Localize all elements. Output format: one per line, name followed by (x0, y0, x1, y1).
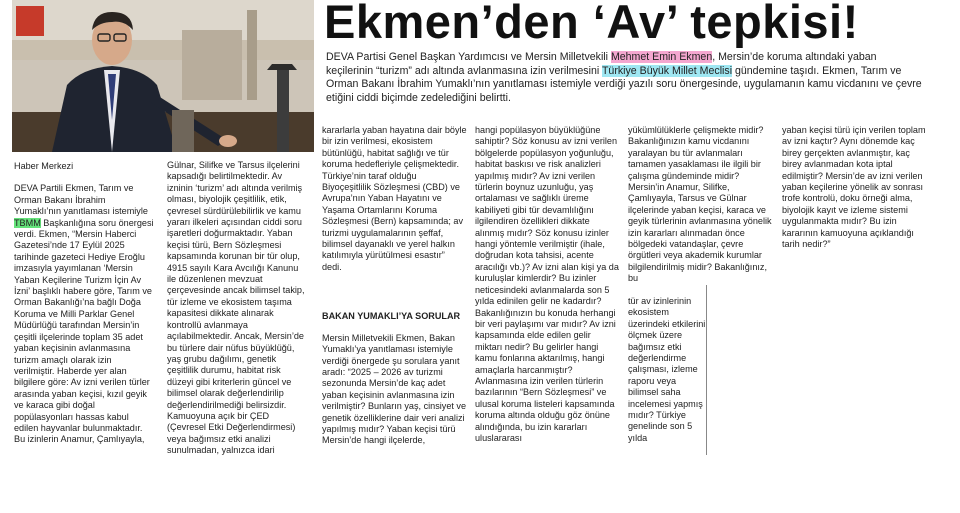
column-6-text: yaban keçisi türü için verilen toplam av izni kaçtır? Aynı dönemde kaç birey gerçekten avlanmıştır, kaç birey avlanmadan kota iptal edilmiştir? Mersin’de av izni verilen yaban keçilerine yönelik av sonrası trofe kontrolü, doku örneği alma, biyolojik kayıt ve izleme sistemi uygulanmakta mıdır? Bu izin kararının kamuoyuna açıklandığı tarih nedir?” (782, 125, 926, 250)
highlighted-name: Mehmet Emin Ekmen (610, 51, 713, 63)
subheading: BAKAN YUMAKLI’YA SORULAR (322, 311, 461, 322)
column-5-bottom (628, 296, 706, 444)
column-2 (167, 160, 308, 457)
column-6 (782, 125, 932, 250)
column-1-text (14, 183, 154, 445)
highlighted-tbmm: Türkiye Büyük Millet Meclisi (601, 64, 733, 77)
photo-illustration (12, 0, 314, 152)
col1-text-2: Başkanlığına soru önergesi verdi. Ekmen, “Mersin Haberci Gazetesi’nde 17 Eylül 2025 tarihinde gazeteci Hediye Eroğlu imzasıyla yayımlanan ‘Mersin Yaban Keçilerine Turizm İçin Av İzni’ başlıklı habere göre, Tarım ve Orman Bakanlığı’na bağlı Doğa Koruma ve Milli Parklar Genel Müdürlüğü tarafından Mersin’in çeşitli ilçelerinde toplam 35 adet yaban keçisinin avlanmasına turizm amaçlı olarak izin verilmiştir. Haberde yer alan bilgilere göre: Av izni verilen türler arasında yaban keçisi, kızıl geyik ve karaca gibi doğal popülasyonları hassas kabul edilen hayvanlar bulunmaktadır. Bu izinlerin Anamur, Çamlıyayla, (14, 217, 154, 445)
column-5-text-top: yükümlülüklerle çelişmekte midir? Bakanlığınızın kamu vicdanını yaralayan bu tür avlanmaları tamamen yasaklaması ile ilgili bir çalışma gündeminde midir? Mersin’in Anamur, Silifke, Çamlıyayla, Tarsus ve Gülnar ilçelerinde yaban keçisi, karaca ve geyik türlerinin avlanmasına yönelik izin kararları alınmadan önce bölgedeki vatandaşlar, çevre örgütleri veya akademik kurumlar bilgilendirilmiş midir? Bakanlığınız, bu (628, 125, 772, 284)
column-5-top (628, 125, 776, 285)
column-4-text: hangi popülasyon büyüklüğüne sahiptir? Söz konusu av izni verilen bölgelerde popülasyon yoğunluğu, habitat baskısı ve risk analizleri yapılmış mıdır? Av izni verilen türlerin boynuz uzunluğu, yaş ortalaması ve sağlıklı üreme kabiliyeti gibi tür devamlılığını ilgilendiren özellikleri dikkate alınmış mıdır? Söz konusu izinler hangi yöntemle verilmiştir (ihale, doğrudan kota tahsisi, acente aracılığı vb.)? Av izni alan kişi ya da kuruluşlar kimlerdir? Bu izinler neticesindeki avlanmalarda son 5 yılda edinilen gelir ne kadardır? Bakanlığınızın bu konuda herhangi bir veri paylaşımı var mıdır? Av izni kapsamında elde edilen gelir miktarı nedir? Bu gelirler hangi kamu fonlarına aktarılmış, hangi amaçlarla harcanmıştır? Avlanmasına izin verilen türlerin bazılarının “Bern Sözleşmesi” ve ulusal koruma listeleri kapsamında koruma altında olduğu göz önüne alındığında, bu izin kararları uluslararası (475, 125, 619, 443)
column-3 (322, 125, 467, 447)
lead-text-1: DEVA Partisi Genel Başkan Yardımcısı ve Mersin Milletvekili (326, 51, 611, 63)
lead-text-3: gündemine taşıdı. Ekmen, Tarım ve Orman Bakanı İbrahim Yumaklı’nın yanıtlaması istemiyle verdiği yazılı soru önergesinde, uygulamanın kamu vicdanını ve çevre etiğini ciddi biçimde zedelediğini belirtti. (326, 64, 922, 104)
column-1 (14, 161, 154, 446)
column-3-text-1: kararlarla yaban hayatına dair böyle bir izin verilmesi, ekosistem bütünlüğü, habitat sağlığı ve tür koruma hedefleriyle çelişmektedir. Türkiye’nin taraf olduğu Biyoçeşitlilik Sözleşmesi (CBD) ve Avrupa’nın Yaban Hayatını ve Yaşama Ortamlarını Koruma Sözleşmesi (Bern) kapsamında; av turizmi uygulamalarının şeffaf, bilimsel dayanaklı ve yerel halkın katılımıyla yürütülmesi esastır” dedi. (322, 125, 467, 272)
highlighted-tbmm-abbr: TBMM (14, 217, 41, 228)
column-5-text-bottom: tür av izinlerinin ekosistem üzerindeki etkilerini ölçmek üzere bağımsız etki değerlendirme çalışması, izleme raporu veya bilimsel saha incelemesi yapmış mıdır? Türkiye genelinde son 5 yılda (628, 296, 706, 443)
lead-text-2: , Mersin’de koruma altındaki yaban keçilerinin “turizm” adı altında avlanmasına izin verilmesini (326, 51, 877, 77)
column-3-text-2: Mersin Milletvekili Ekmen, Bakan Yumaklı’ya yanıtlaması istemiyle verdiği önergede şu sorulara yanıt aradı: “2025 – 2026 av turizmi sezonunda Mersin’de kaç adet yaban keçisinin avlanmasına izin verilmiştir? Bunların yaş, cinsiyet ve genetik özelliklerine dair veri analizi yapılmış mıdır? Yaban keçisi türü Mersin’de hangi ilçelerde, (322, 332, 467, 446)
lead-paragraph (326, 51, 926, 105)
col1-text-1: DEVA Partili Ekmen, Tarım ve Orman Bakanı İbrahim Yumaklı’nın yanıtlaması istemiyle (14, 183, 148, 217)
byline: Haber Merkezi (14, 161, 74, 171)
column-divider-rule (706, 285, 707, 455)
column-4 (475, 125, 620, 444)
column-2-text: Gülnar, Silifke ve Tarsus ilçelerini kapsadığı belirtilmektedir. Av izninin ‘turizm’ adı altında verilmiş olması, biyolojik çeşitlilik, etik, çevresel sürdürülebilirlik ve kamu yararı ilkeleri açısından ciddi soru işaretleri doğurmaktadır. Yaban keçisi türü, Bern Sözleşmesi kapsamında korunan bir tür olup, 4915 sayılı Kara Avcılığı Kanunu ile düzenlenen mevzuat çerçevesinde ancak bilimsel takip, tür izleme ve ekosistem taşıma kapasitesi dikkate alınarak kontrollü avlanmaya açılabilmektedir. Ancak, Mersin’de bu türlere dair nüfus büyüklüğü, yaş grubu dağılımı, genetik çeşitlilik durumu, habitat risk düzeyi gibi kriterlerin güncel ve bilimsel olarak değerlendirilip değerlendirilmediği belirsizdir. Kamuoyuna açık bir ÇED (Çevresel Etki Değerlendirmesi) veya bağımsız etki analizi sunulmadan, yalnızca idari (167, 160, 305, 456)
headline: Ekmen’den ‘Av’ tepkisi! (324, 0, 859, 48)
politician-photo (12, 0, 314, 152)
flag-shape (16, 6, 44, 36)
